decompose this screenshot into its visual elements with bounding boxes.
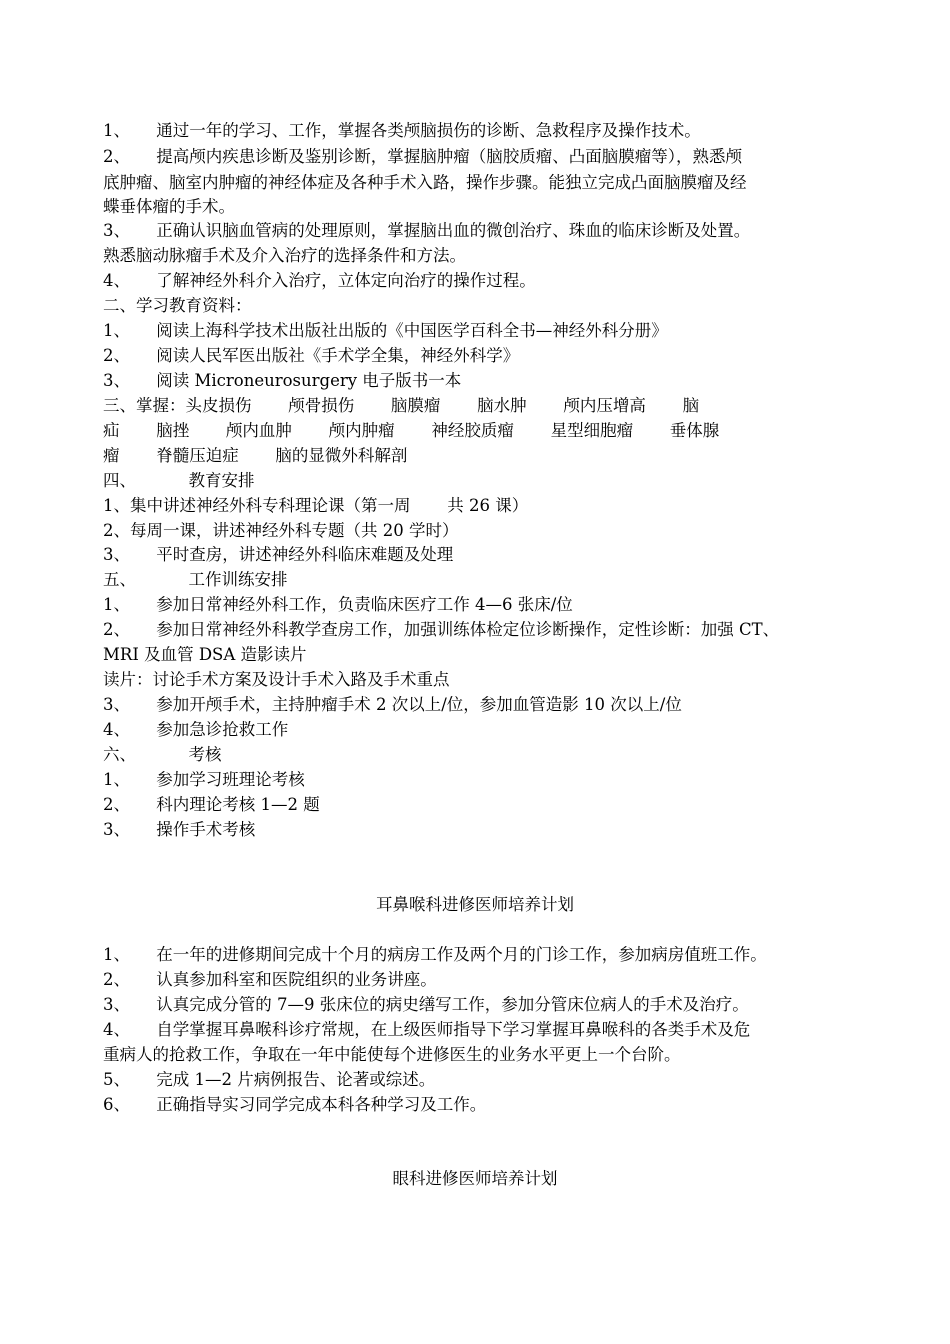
text-line: 4、 了解神经外科介入治疗，立体定向治疗的操作过程。 xyxy=(103,271,536,290)
ent-plan-title: 耳鼻喉科进修医师培养计划 xyxy=(376,895,574,914)
text-line: 3、 阅读 Microneurosurgery 电子版书一本 xyxy=(103,371,462,390)
text-line: 4、 参加急诊抢救工作 xyxy=(103,720,289,739)
text-line: 3、 平时查房，讲述神经外科临床难题及处理 xyxy=(103,545,454,564)
text-line: 3、 操作手术考核 xyxy=(103,820,256,839)
section-heading: 三、掌握：头皮损伤 颅骨损伤 脑膜瘤 脑水肿 颅内压增高 脑 xyxy=(103,396,700,415)
section-heading: 六、 考核 xyxy=(103,745,222,764)
section-heading: 二、学习教育资料： xyxy=(103,296,252,315)
text-line: 1、 参加日常神经外科工作，负责临床医疗工作 4—6 张床/位 xyxy=(103,595,573,614)
text-line: 3、 参加开颅手术，主持肿瘤手术 2 次以上/位，参加血管造影 10 次以上/位 xyxy=(103,695,682,714)
text-line: 1、 参加学习班理论考核 xyxy=(103,770,305,789)
text-line: 瘤 脊髓压迫症 脑的显微外科解剖 xyxy=(103,446,408,465)
text-line: 3、 正确认识脑血管病的处理原则，掌握脑出血的微创治疗、珠血的临床诊断及处置。 xyxy=(103,221,751,240)
text-line: 读片：讨论手术方案及设计手术入路及手术重点 xyxy=(103,670,450,689)
text-line: 2、 提高颅内疾患诊断及鉴别诊断，掌握脑肿瘤（脑胶质瘤、凸面脑膜瘤等），熟悉颅 xyxy=(103,147,742,166)
text-line: MRI 及血管 DSA 造影读片 xyxy=(103,645,307,664)
text-line: 4、 自学掌握耳鼻喉科诊疗常规，在上级医师指导下学习掌握耳鼻喉科的各类手术及危 xyxy=(103,1020,751,1039)
ophthalmology-plan-title: 眼科进修医师培养计划 xyxy=(392,1169,558,1188)
text-line: 重病人的抢救工作，争取在一年中能使每个进修医生的业务水平更上一个台阶。 xyxy=(103,1045,681,1064)
text-line: 疝 脑挫 颅内血肿 颅内肿瘤 神经胶质瘤 星型细胞瘤 垂体腺 xyxy=(103,421,720,440)
text-line: 底肿瘤、脑室内肿瘤的神经体症及各种手术入路，操作步骤。能独立完成凸面脑膜瘤及经 xyxy=(103,173,747,192)
text-line: 2、 科内理论考核 1—2 题 xyxy=(103,795,320,814)
text-line: 蝶垂体瘤的手术。 xyxy=(103,197,235,216)
text-line: 1、 通过一年的学习、工作，掌握各类颅脑损伤的诊断、急救程序及操作技术。 xyxy=(103,121,701,140)
text-line: 2、每周一课，讲述神经外科专题（共 20 学时） xyxy=(103,521,459,540)
text-line: 1、集中讲述神经外科专科理论课（第一周 共 26 课） xyxy=(103,496,529,515)
section-heading: 五、 工作训练安排 xyxy=(103,570,288,589)
text-line: 2、 参加日常神经外科教学查房工作，加强训练体检定位诊断操作，定性诊断：加强 CT、 xyxy=(103,620,780,639)
text-line: 5、 完成 1—2 片病例报告、论著或综述。 xyxy=(103,1070,436,1089)
text-line: 2、 阅读人民军医出版社《手术学全集，神经外科学》 xyxy=(103,346,520,365)
text-line: 6、 正确指导实习同学完成本科各种学习及工作。 xyxy=(103,1095,487,1114)
section-heading: 四、 教育安排 xyxy=(103,471,255,490)
text-line: 熟悉脑动脉瘤手术及介入治疗的选择条件和方法。 xyxy=(103,246,466,265)
text-line: 1、 在一年的进修期间完成十个月的病房工作及两个月的门诊工作，参加病房值班工作。 xyxy=(103,945,767,964)
text-line: 2、 认真参加科室和医院组织的业务讲座。 xyxy=(103,970,437,989)
text-line: 3、 认真完成分管的 7—9 张床位的病史缮写工作，参加分管床位病人的手术及治疗。 xyxy=(103,995,749,1014)
text-line: 1、 阅读上海科学技术出版社出版的《中国医学百科全书—神经外科分册》 xyxy=(103,321,668,340)
